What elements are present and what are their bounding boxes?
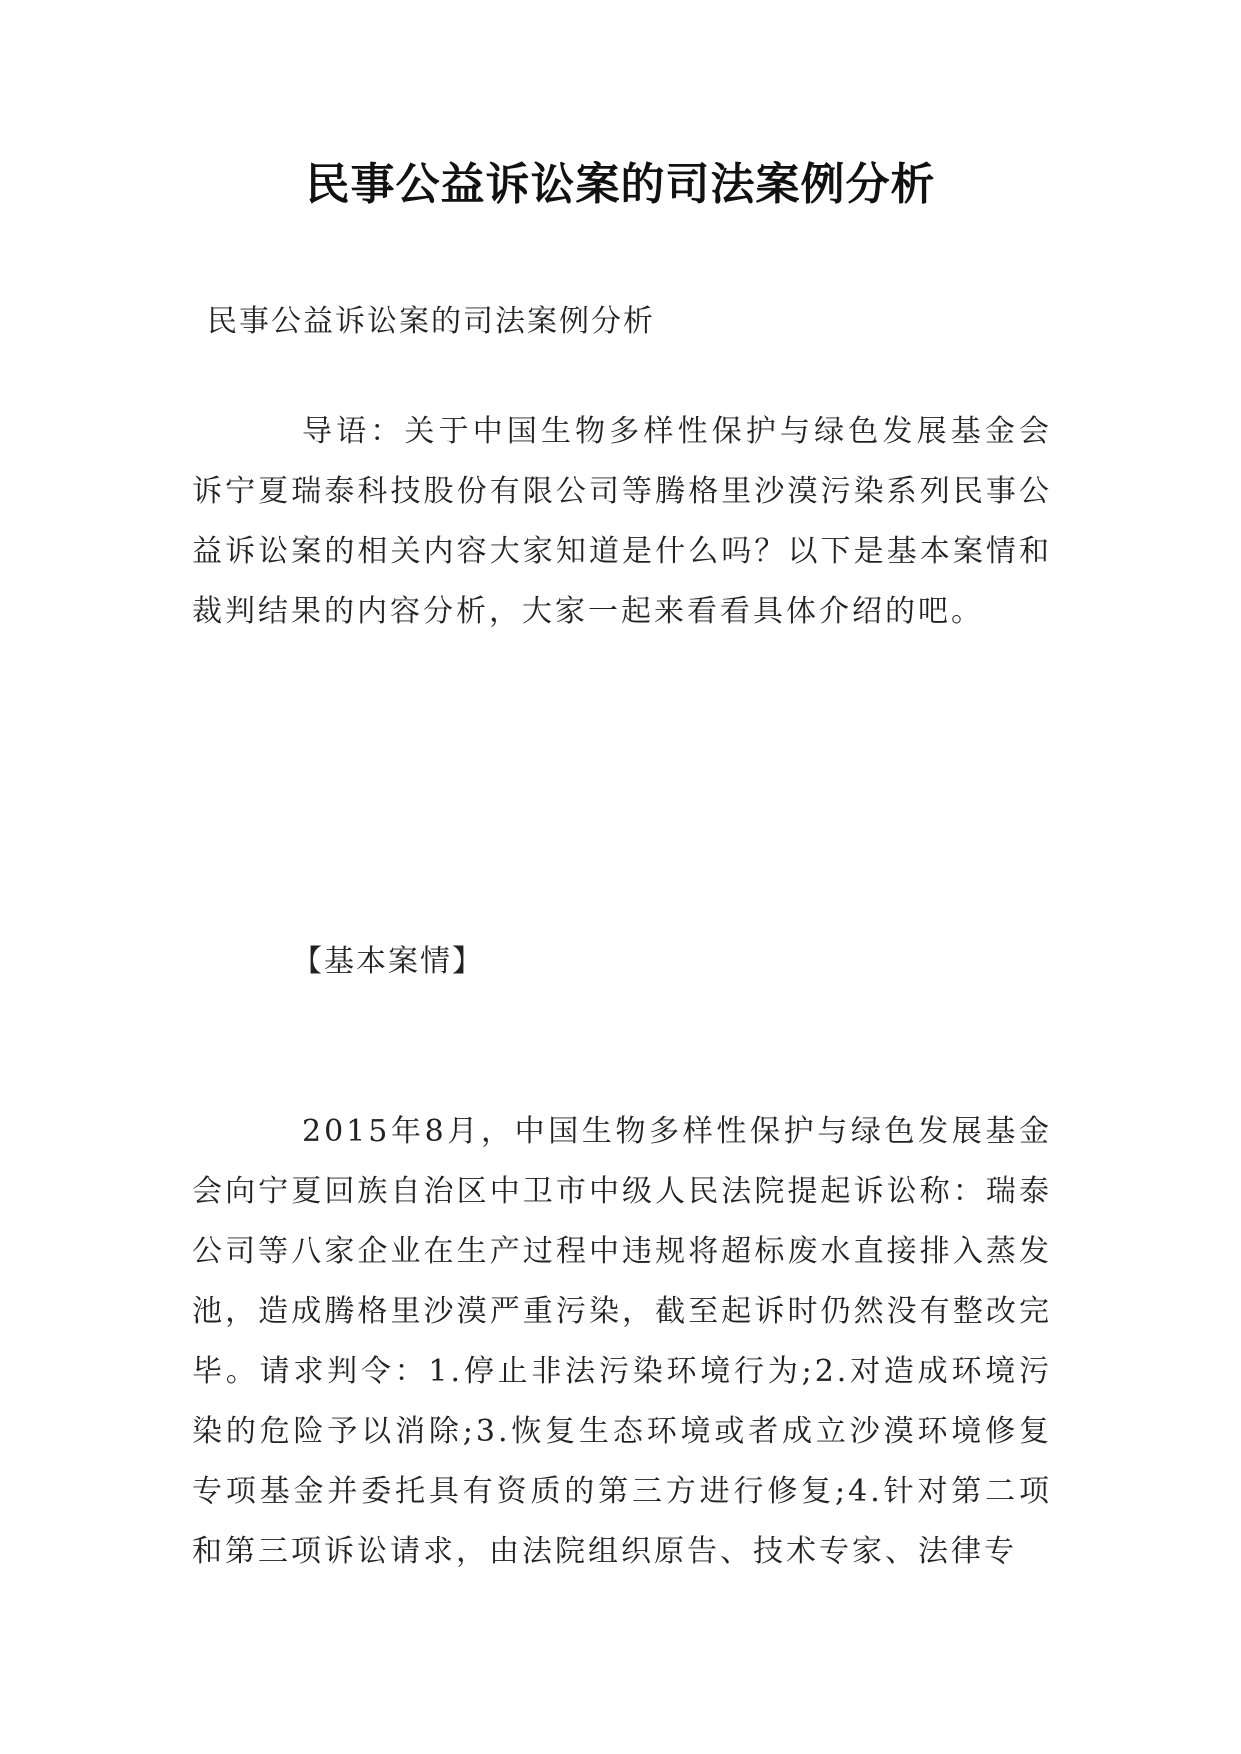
case-paragraph: 2015年8月，中国生物多样性保护与绿色发展基金会向宁夏回族自治区中卫市中级人民法院提起诉讼称：瑞泰公司等八家企业在生产过程中违规将超标废水直接排入蒸发池，造成腾格里沙漠严重污染，截至起诉时仍然没有整改完毕。请求判令：1.停止非法污染环境行为;2.对造成环境污染的危险予以消除;3.恢复生态环境或者成立沙漠环境修复专项基金并委托具有资质的第三方进行修复;4.针对第二项和第三项诉讼请求，由法院组织原告、技术专家、法律专: [192, 1114, 1052, 1569]
document-subtitle: 民事公益诉讼案的司法案例分析: [207, 304, 655, 339]
intro-paragraph: 导语：关于中国生物多样性保护与绿色发展基金会诉宁夏瑞泰科技股份有限公司等腾格里沙漠污染系列民事公益诉讼案的相关内容大家知道是什么吗？以下是基本案情和裁判结果的内容分析，大家一起来看看具体介绍的吧。: [192, 414, 1052, 629]
document-title: 民事公益诉讼案的司法案例分析: [305, 159, 936, 210]
section-heading: 【基本案情】: [292, 944, 484, 979]
